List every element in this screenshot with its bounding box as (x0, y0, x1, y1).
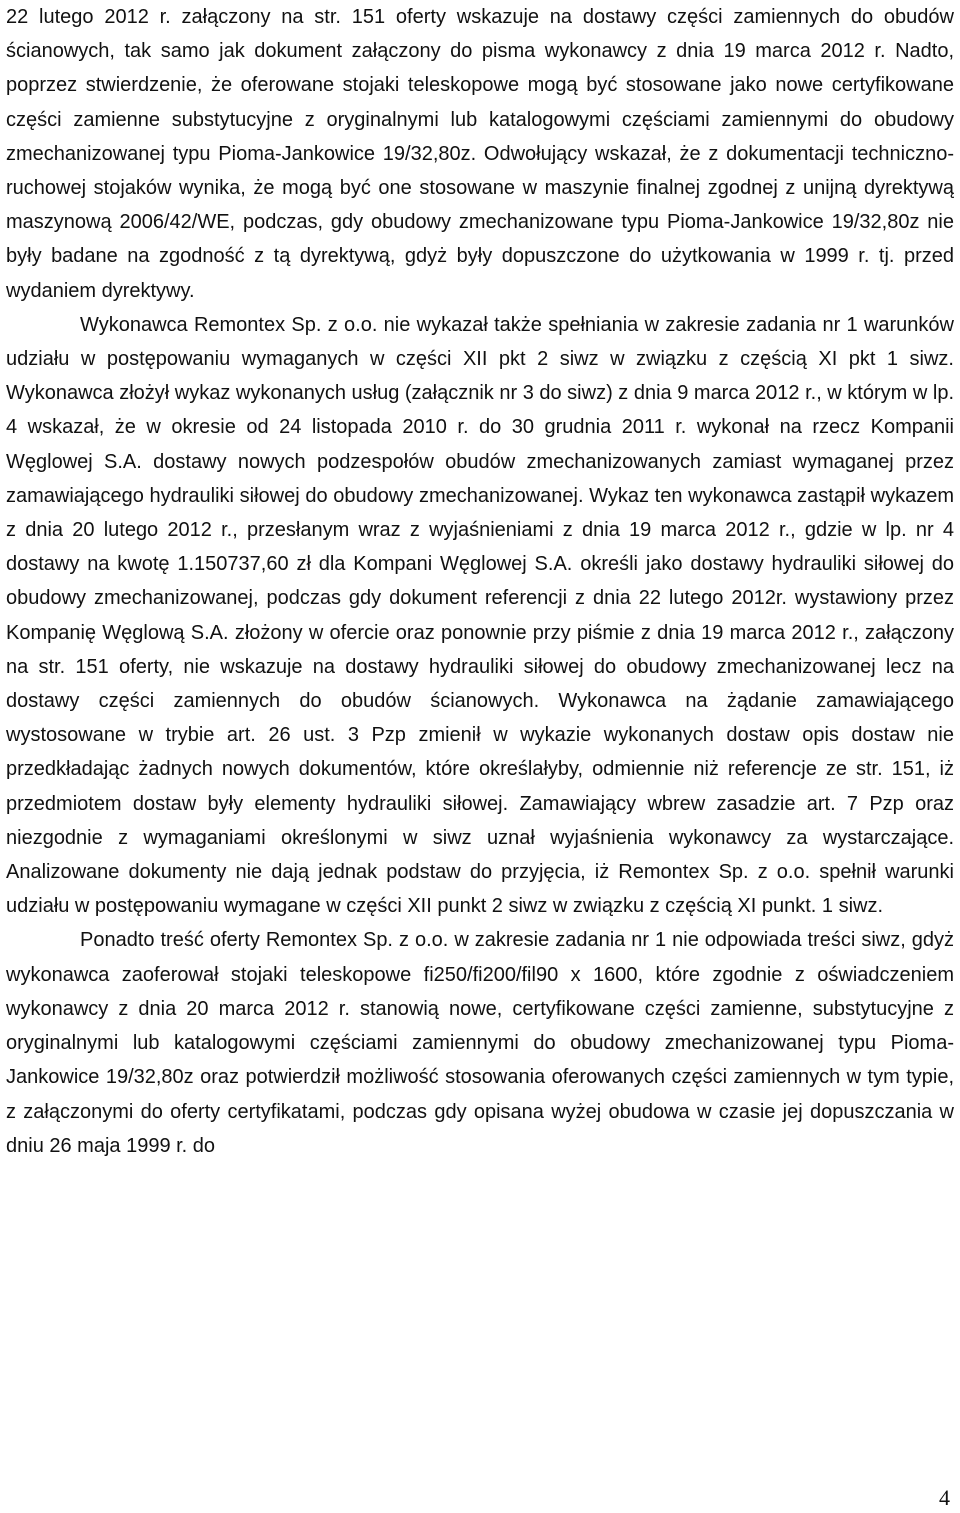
page-number: 4 (939, 1485, 950, 1510)
paragraph-3: Ponadto treść oferty Remontex Sp. z o.o. w zakresie zadania nr 1 nie odpowiada treści siwz, gdyż wykonawca zaoferował stojaki teleskopowe fi250/fi200/fil90 x 1600, które zgodnie z oświadczeniem wykonawcy z dnia 20 marca 2012 r. stanowią nowe, certyfikowane części zamienne, substytucyjne z oryginalnymi lub katalogowymi częściami zamiennymi do obudowy zmechanizowanej typu Pioma-Jankowice 19/32,80z oraz potwierdził możliwość stosowania oferowanych części zamiennych w tym typie, z załączonymi do oferty certyfikatami, podczas gdy opisana wyżej obudowa w czasie jej dopuszczania w dniu 26 maja 1999 r. do (6, 929, 954, 1157)
document-body (6, 0, 954, 1163)
paragraph-1: 22 lutego 2012 r. załączony na str. 151 oferty wskazuje na dostawy części zamiennych do obudów ścianowych, tak samo jak dokument załączony do pisma wykonawcy z dnia 19 marca 2012 r. Nadto, poprzez stwierdzenie, że oferowane stojaki teleskopowe mogą być stosowane jako nowe certyfikowane części zamienne substytucyjne z oryginalnymi lub katalogowymi częściami zamiennymi do obudowy zmechanizowanej typu Pioma-Jankowice 19/32,80z. Odwołujący wskazał, że z dokumentacji techniczno-ruchowej stojaków wynika, że mogą być one stosowane w maszynie finalnej zgodnej z unijną dyrektywą maszynową 2006/42/WE, podczas, gdy obudowy zmechanizowane typu Pioma-Jankowice 19/32,80z nie były badane na zgodność z tą dyrektywą, gdyż były dopuszczone do użytkowania w 1999 r. tj. przed wydaniem dyrektywy. (6, 6, 954, 302)
paragraph-2: Wykonawca Remontex Sp. z o.o. nie wykazał także spełniania w zakresie zadania nr 1 warunków udziału w postępowaniu wymaganych w części XII pkt 2 siwz w związku z częścią XI pkt 1 siwz. Wykonawca złożył wykaz wykonanych usług (załącznik nr 3 do siwz) z dnia 9 marca 2012 r., w którym w lp. 4 wskazał, że w okresie od 24 listopada 2010 r. do 30 grudnia 2011 r. wykonał na rzecz Kompanii Węglowej S.A. dostawy nowych podzespołów obudów zmechanizowanych zamiast wymaganej przez zamawiającego hydrauliki siłowej do obudowy zmechanizowanej. Wykaz ten wykonawca zastąpił wykazem z dnia 20 lutego 2012 r., przesłanym wraz z wyjaśnieniami z dnia 19 marca 2012 r., gdzie w lp. nr 4 dostawy na kwotę 1.150737,60 zł dla Kompani Węglowej S.A. określi jako dostawy hydrauliki siłowej do obudowy zmechanizowanej, podczas gdy dokument referencji z dnia 22 lutego 2012r. wystawiony przez Kompanię Węglową S.A. złożony w ofercie oraz ponownie przy piśmie z dnia 19 marca 2012 r., załączony na str. 151 oferty, nie wskazuje na dostawy hydrauliki siłowej do obudowy zmechanizowanej lecz na dostawy części zamiennych do obudów ścianowych. Wykonawca na żądanie zamawiającego wystosowane w trybie art. 26 ust. 3 Pzp zmienił w wykazie wykonanych dostaw opis dostaw nie przedkładając żadnych nowych dokumentów, które określałyby, odmiennie niż referencje ze str. 151, iż przedmiotem dostaw były elementy hydrauliki siłowej. Zamawiający wbrew zasadzie art. 7 Pzp oraz niezgodnie z wymaganiami określonymi w siwz uznał wyjaśnienia wykonawcy za wystarczające. Analizowane dokumenty nie dają jednak podstaw do przyjęcia, iż Remontex Sp. z o.o. spełnił warunki udziału w postępowaniu wymagane w części XII punkt 2 siwz w związku z częścią XI punkt. 1 siwz. (6, 313, 954, 918)
